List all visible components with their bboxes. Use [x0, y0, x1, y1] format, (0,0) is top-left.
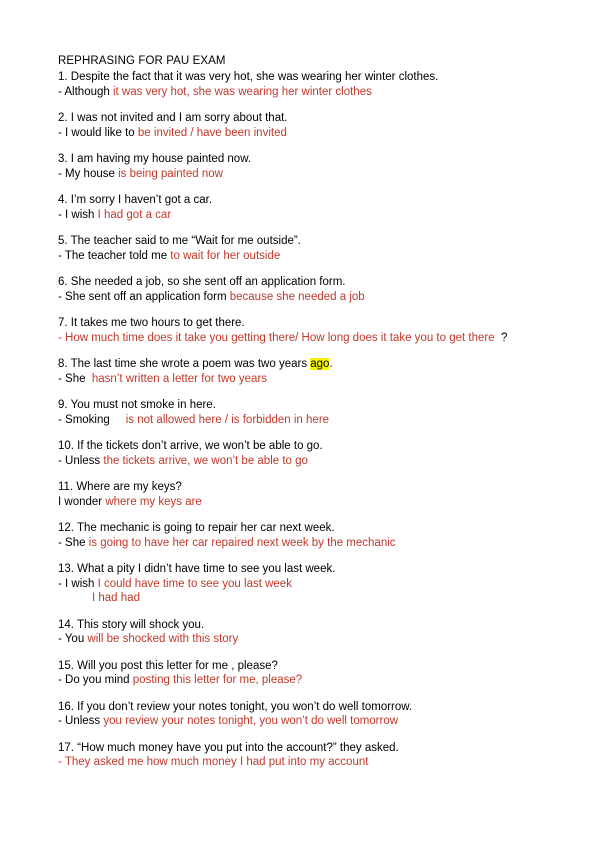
- answer-lead: - She: [58, 536, 89, 549]
- document-title: REPHRASING FOR PAU EXAM: [58, 55, 226, 67]
- answer-line-alt: [58, 591, 558, 606]
- answer-lead: -: [58, 331, 66, 344]
- answer-text: it was very hot, she was wearing her winter clothes: [112, 85, 372, 98]
- question-text: 2. I was not invited and I am sorry about that.: [58, 112, 288, 124]
- question-text: 14. This story will shock you.: [58, 618, 205, 631]
- exercise-item-12: [58, 521, 558, 550]
- answer-line: [58, 755, 558, 770]
- answer-lead: - Smoking: [58, 413, 126, 426]
- answer-lead: - I wish: [58, 208, 98, 221]
- answer-text: hasn’t written a letter for two years: [91, 372, 268, 385]
- answer-lead: - You: [58, 633, 88, 645]
- answer-text: to wait for her outside: [170, 249, 281, 262]
- answer-lead: - My house: [58, 167, 119, 180]
- answer-lead: - She: [58, 372, 92, 385]
- answer-text: - They asked me how much money I had put into my account: [58, 756, 369, 768]
- answer-line: [58, 290, 558, 305]
- question-post: .: [329, 358, 333, 370]
- question-text: 13. What a pity I didn’t have time to see you last week.: [58, 563, 336, 575]
- answer-lead: I wonder: [58, 495, 106, 508]
- question-text: 4. I’m sorry I haven’t got a car.: [58, 194, 213, 206]
- answer-text: is being painted now: [118, 167, 223, 180]
- answer-line: [58, 632, 558, 647]
- question-text: 5. The teacher said to me “Wait for me outside”.: [58, 235, 301, 247]
- question-text: [58, 357, 558, 372]
- answer-lead: - She sent off an application form: [58, 290, 230, 303]
- answer-line: [58, 495, 558, 510]
- exercise-item-1: [58, 70, 558, 99]
- exercise-item-6: [58, 275, 558, 304]
- question-text: 12. The mechanic is going to repair her car next week.: [58, 522, 335, 534]
- exercise-item-16: [58, 700, 558, 729]
- answer-text: I had got a car: [97, 208, 172, 221]
- exercise-item-11: [58, 480, 558, 509]
- exercise-item-14: [58, 618, 558, 647]
- answer-line: [58, 673, 558, 688]
- exercise-item-8: [58, 357, 558, 386]
- answer-line: [58, 167, 558, 182]
- answer-line: [58, 577, 558, 592]
- answer-line: [58, 85, 558, 100]
- exercise-item-9: [58, 398, 558, 427]
- answer-text: will be shocked with this story: [87, 633, 239, 645]
- answer-line: [58, 454, 558, 469]
- question-text: 17. “How much money have you put into the account?” they asked.: [58, 741, 399, 754]
- question-text: 1. Despite the fact that it was very hot, she was wearing her winter clothes.: [58, 71, 439, 83]
- answer-text: where my keys are: [105, 495, 202, 508]
- answer-lead: - Do you mind: [58, 674, 133, 686]
- answer-line: [58, 126, 558, 141]
- answer-lead: - The teacher told me: [58, 249, 171, 262]
- question-text: 10. If the tickets don’t arrive, we won’t be able to go.: [58, 440, 323, 452]
- exercise-item-2: [58, 111, 558, 140]
- answer-line: [58, 413, 558, 428]
- answer-line: [58, 331, 558, 346]
- answer-lead: - Although: [58, 85, 113, 98]
- exercise-item-3: [58, 152, 558, 181]
- question-pre: 8. The last time she wrote a poem was two years: [58, 358, 311, 370]
- answer-lead: - Unless: [58, 454, 104, 467]
- exercise-item-17: [58, 741, 558, 770]
- highlighted-word: ago: [310, 358, 330, 370]
- answer-tail: ?: [494, 331, 508, 344]
- exercise-item-4: [58, 193, 558, 222]
- answer-text: because she needed a job: [229, 290, 365, 303]
- answer-lead: - Unless: [58, 715, 104, 727]
- question-text: 7. It takes me two hours to get there.: [58, 317, 245, 329]
- answer-lead: - I wish: [58, 577, 98, 590]
- question-text: 11. Where are my keys?: [58, 481, 182, 493]
- answer-line: [58, 714, 558, 729]
- question-text: 15. Will you post this letter for me , please?: [58, 659, 278, 672]
- question-text: 9. You must not smoke in here.: [58, 399, 216, 411]
- answer-text: be invited / have been invited: [137, 126, 287, 139]
- exercise-item-7: [58, 316, 558, 345]
- question-text: 3. I am having my house painted now.: [58, 153, 252, 165]
- answer-line: [58, 249, 558, 264]
- exercise-item-15: [58, 659, 558, 688]
- answer-text-alt: I had had: [92, 592, 140, 604]
- answer-text: How much time does it take you getting there/ How long does it take you to get there: [65, 331, 495, 344]
- answer-lead: - I would like to: [58, 126, 138, 139]
- answer-text: the tickets arrive, we won’t be able to go: [103, 454, 308, 467]
- answer-text: is not allowed here / is forbidden in here: [125, 413, 330, 426]
- question-text: 16. If you don’t review your notes tonight, you won’t do well tomorrow.: [58, 700, 413, 713]
- exercise-item-5: [58, 234, 558, 263]
- answer-line: [58, 372, 558, 387]
- exercise-item-10: [58, 439, 558, 468]
- answer-text: you review your notes tonight, you won’t do well tomorrow: [103, 715, 399, 727]
- answer-line: [58, 208, 558, 223]
- exercise-item-13: [58, 562, 558, 606]
- question-text: 6. She needed a job, so she sent off an application form.: [58, 276, 346, 288]
- document-page: [58, 54, 558, 782]
- answer-text: is going to have her car repaired next week by the mechanic: [88, 536, 396, 549]
- answer-line: [58, 536, 558, 551]
- answer-text: posting this letter for me, please?: [132, 674, 303, 686]
- answer-text: I could have time to see you last week: [97, 577, 292, 590]
